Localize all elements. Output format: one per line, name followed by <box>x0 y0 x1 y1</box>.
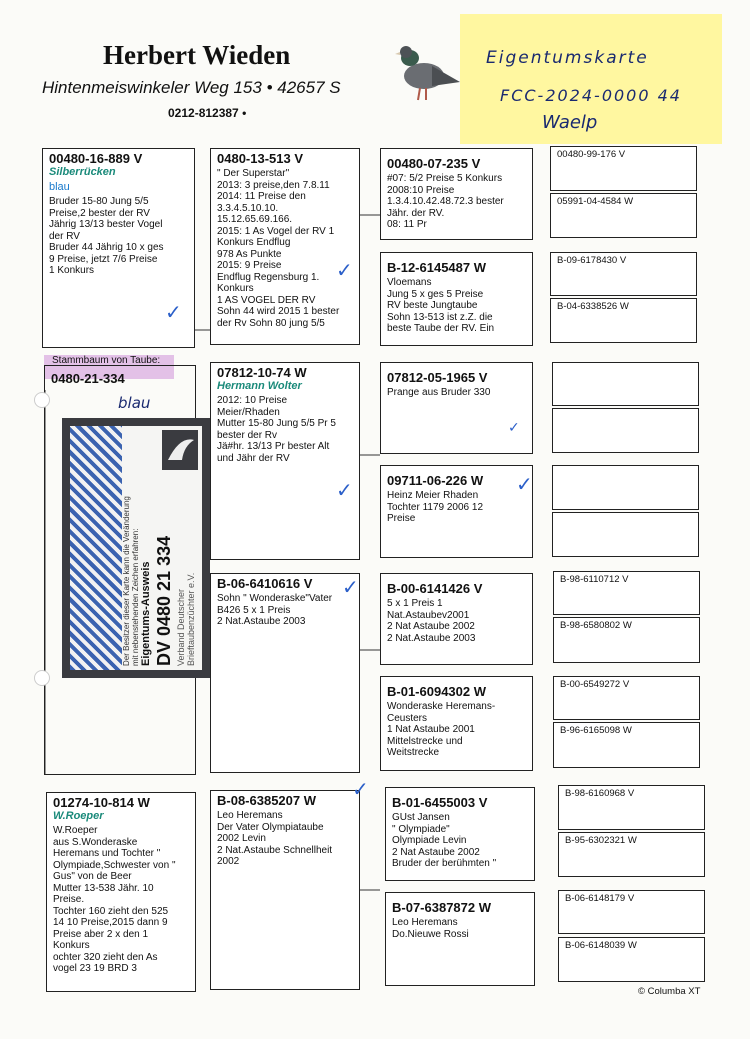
subject-ring: 0480-21-334 <box>51 371 125 386</box>
gen4-box-8 <box>552 512 699 557</box>
card-title: Eigentums-Ausweis <box>140 561 152 666</box>
gen2-name-2: Hermann Wolter <box>217 380 302 392</box>
gen4-box-1: 00480-99-176 V <box>550 146 697 191</box>
gen2-ring-1: 0480-13-513 V <box>217 151 304 166</box>
gen3-notes-1: #07: 5/2 Preise 5 Konkurs 2008:10 Preise 1.3.4.10.42.48.72.3 bester Jähr. der RV. 08: 11 Pr <box>387 173 504 230</box>
breeder-name: Herbert Wieden <box>103 40 291 70</box>
gen3-box-6 <box>380 676 533 771</box>
note-title: Eigentumskarte <box>486 48 649 68</box>
gen4-box-13: B-98-6160968 V <box>558 785 705 830</box>
sire-notes: Bruder 15-80 Jung 5/5 Preise,2 bester der RV Jährig 13/13 bester Vogel der RV Bruder 44 Jährig 10 x ges 9 Preise, jetzt 7/6 Preise 1 Konkurs <box>49 196 164 276</box>
gen3-notes-5: 5 x 1 Preis 1 Nat.Astaubev2001 2 Nat Astaube 2002 2 Nat.Astaube 2003 <box>387 598 476 644</box>
card-ring-number: DV 0480 21 334 <box>154 535 174 666</box>
punch-hole-icon <box>34 670 50 686</box>
check-mark-icon: ✓ <box>508 420 520 436</box>
check-mark-icon: ✓ <box>165 300 182 324</box>
gen2-notes-3: Sohn " Wonderaske"Vater B426 5 x 1 Preis 2 Nat.Astaube 2003 <box>217 593 333 627</box>
gen2-ring-2: 07812-10-74 W <box>217 365 307 380</box>
gen3-box-4 <box>380 465 533 558</box>
gen3-box-1 <box>380 148 533 240</box>
gen4-box-12: B-96-6165098 W <box>553 722 700 768</box>
sire-ring: 00480-16-889 V <box>49 151 143 166</box>
gen2-box-2 <box>210 362 360 560</box>
gen2-ring-3: B-06-6410616 V <box>217 576 313 591</box>
dam-name: W.Roeper <box>53 810 104 822</box>
card-org: Verband Deutscher Brieftaubenzüchter e.V. <box>176 572 196 666</box>
gen2-notes-4: Leo Heremans Der Vater Olympiataube 2002 Levin 2 Nat.Astaube Schnellheit 2002 <box>217 810 333 867</box>
sire-name: Silberrücken <box>49 166 116 178</box>
check-mark-icon: ✓ <box>336 478 353 502</box>
gen3-box-3 <box>380 362 533 454</box>
gen3-box-2 <box>380 252 533 346</box>
gen4-box-14: B-95-6302321 W <box>558 832 705 877</box>
gen4-box-3: B-09-6178430 V <box>550 252 697 296</box>
gen4-box-15: B-06-6148179 V <box>558 890 705 934</box>
gen3-ring-6: B-01-6094302 W <box>387 684 486 699</box>
gen4-box-11: B-00-6549272 V <box>553 676 700 720</box>
note-signature: Waelp <box>542 112 598 133</box>
gen2-notes-2: 2012: 10 Preise Meier/Rhaden Mutter 15-80 Jung 5/5 Pr 5 bester der Rv Jä#hr. 13/13 Pr bester Alt und Jähr der RV <box>217 395 336 464</box>
gen3-notes-2: Vloemans Jung 5 x ges 5 Preise RV beste Jungtaube Sohn 13-513 ist z.Z. die beste Taube der RV. Ein <box>387 277 495 334</box>
gen2-notes-1: " Der Superstar" 2013: 3 preise,den 7.8.11 2014: 11 Preise den 3.3.4.5.10.10. 15.12.65.69.166. 2015: 1 As Vogel der RV 1 Konkurs Endflug 978 As Punkte 2015: 9 Preise Endflug Regensburg 1. Konkurs 1 AS VOGEL DER RV Sohn 44 wird 2015 1 bester der Rv Sohn 80 jung 5/5 <box>217 168 340 329</box>
gen4-box-6 <box>552 408 699 453</box>
check-mark-icon: ✓ <box>352 777 369 801</box>
gen3-box-5 <box>380 573 533 665</box>
dam-ring: 01274-10-814 W <box>53 795 150 810</box>
gen2-box-4 <box>210 790 360 990</box>
gen3-notes-7: GUst Jansen " Olympiade" Olympiade Levin 2 Nat Astaube 2002 Bruder der berühmten " <box>392 812 497 869</box>
sire-color: blau <box>49 181 70 193</box>
gen4-box-7 <box>552 465 699 510</box>
card-pigeon-logo <box>162 430 198 470</box>
gen4-box-9: B-98-6110712 V <box>553 571 700 615</box>
gen4-box-4: B-04-6338526 W <box>550 298 697 343</box>
footer-credit: © Columba XT <box>638 986 701 997</box>
gen3-notes-8: Leo Heremans Do.Nieuwe Rossi <box>392 917 469 940</box>
gen4-box-10: B-98-6580802 W <box>553 617 700 663</box>
gen2-ring-4: B-08-6385207 W <box>217 793 316 808</box>
gen3-ring-7: B-01-6455003 V <box>392 795 488 810</box>
stammbaum-label: Stammbaum von Taube: <box>52 355 161 366</box>
check-mark-icon: ✓ <box>342 575 359 599</box>
card-subtitle: Der Besitzer dieser Karte kann die Veränderung mit nebenstehenden Zeichen erfahren: <box>122 496 140 666</box>
breeder-address: Hintenmeiswinkeler Weg 153 • 42657 S <box>42 78 341 97</box>
gen2-box-1 <box>210 148 360 345</box>
gen3-ring-2: B-12-6145487 W <box>387 260 486 275</box>
gen2-box-3 <box>210 573 360 773</box>
punch-hole-icon <box>34 392 50 408</box>
gen3-ring-5: B-00-6141426 V <box>387 581 483 596</box>
gen3-notes-3: Prange aus Bruder 330 <box>387 387 491 398</box>
gen4-box-16: B-06-6148039 W <box>558 937 705 982</box>
gen3-notes-6: Wonderaske Heremans- Ceusters 1 Nat Astaube 2001 Mittelstrecke und Weitstrecke <box>387 701 496 758</box>
gen3-notes-4: Heinz Meier Rhaden Tochter 1179 2006 12 Preise <box>387 490 484 524</box>
gen3-box-7 <box>385 787 535 881</box>
gen3-ring-8: B-07-6387872 W <box>392 900 491 915</box>
dam-notes: W.Roeper aus S.Wonderaske Heremans und Tochter " Olympiade,Schwester von " Gus" von de Beer Mutter 13-538 Jähr. 10 Preise. Tochter 160 zieht den 525 14 10 Preise,2015 dann 9 Preise aber 2 x den 1 Konkurs ochter 320 zieht den As vogel 23 19 BRD 3 <box>53 825 176 974</box>
subject-color-hand: blau <box>118 394 151 412</box>
note-number: FCC-2024-0000 44 <box>500 86 682 105</box>
gen3-ring-4: 09711-06-226 W <box>387 473 484 488</box>
dam-box <box>46 792 196 992</box>
gen4-box-2: 05991-04-4584 W <box>550 193 697 238</box>
gen3-ring-3: 07812-05-1965 V <box>387 370 488 385</box>
card-pattern-strip <box>70 426 122 670</box>
breeder-phone: 0212-812387 • <box>168 106 247 120</box>
gen3-ring-1: 00480-07-235 V <box>387 156 481 171</box>
check-mark-icon: ✓ <box>336 258 353 282</box>
gen4-box-5 <box>552 362 699 406</box>
gen3-box-8 <box>385 892 535 986</box>
check-mark-icon: ✓ <box>516 472 533 496</box>
